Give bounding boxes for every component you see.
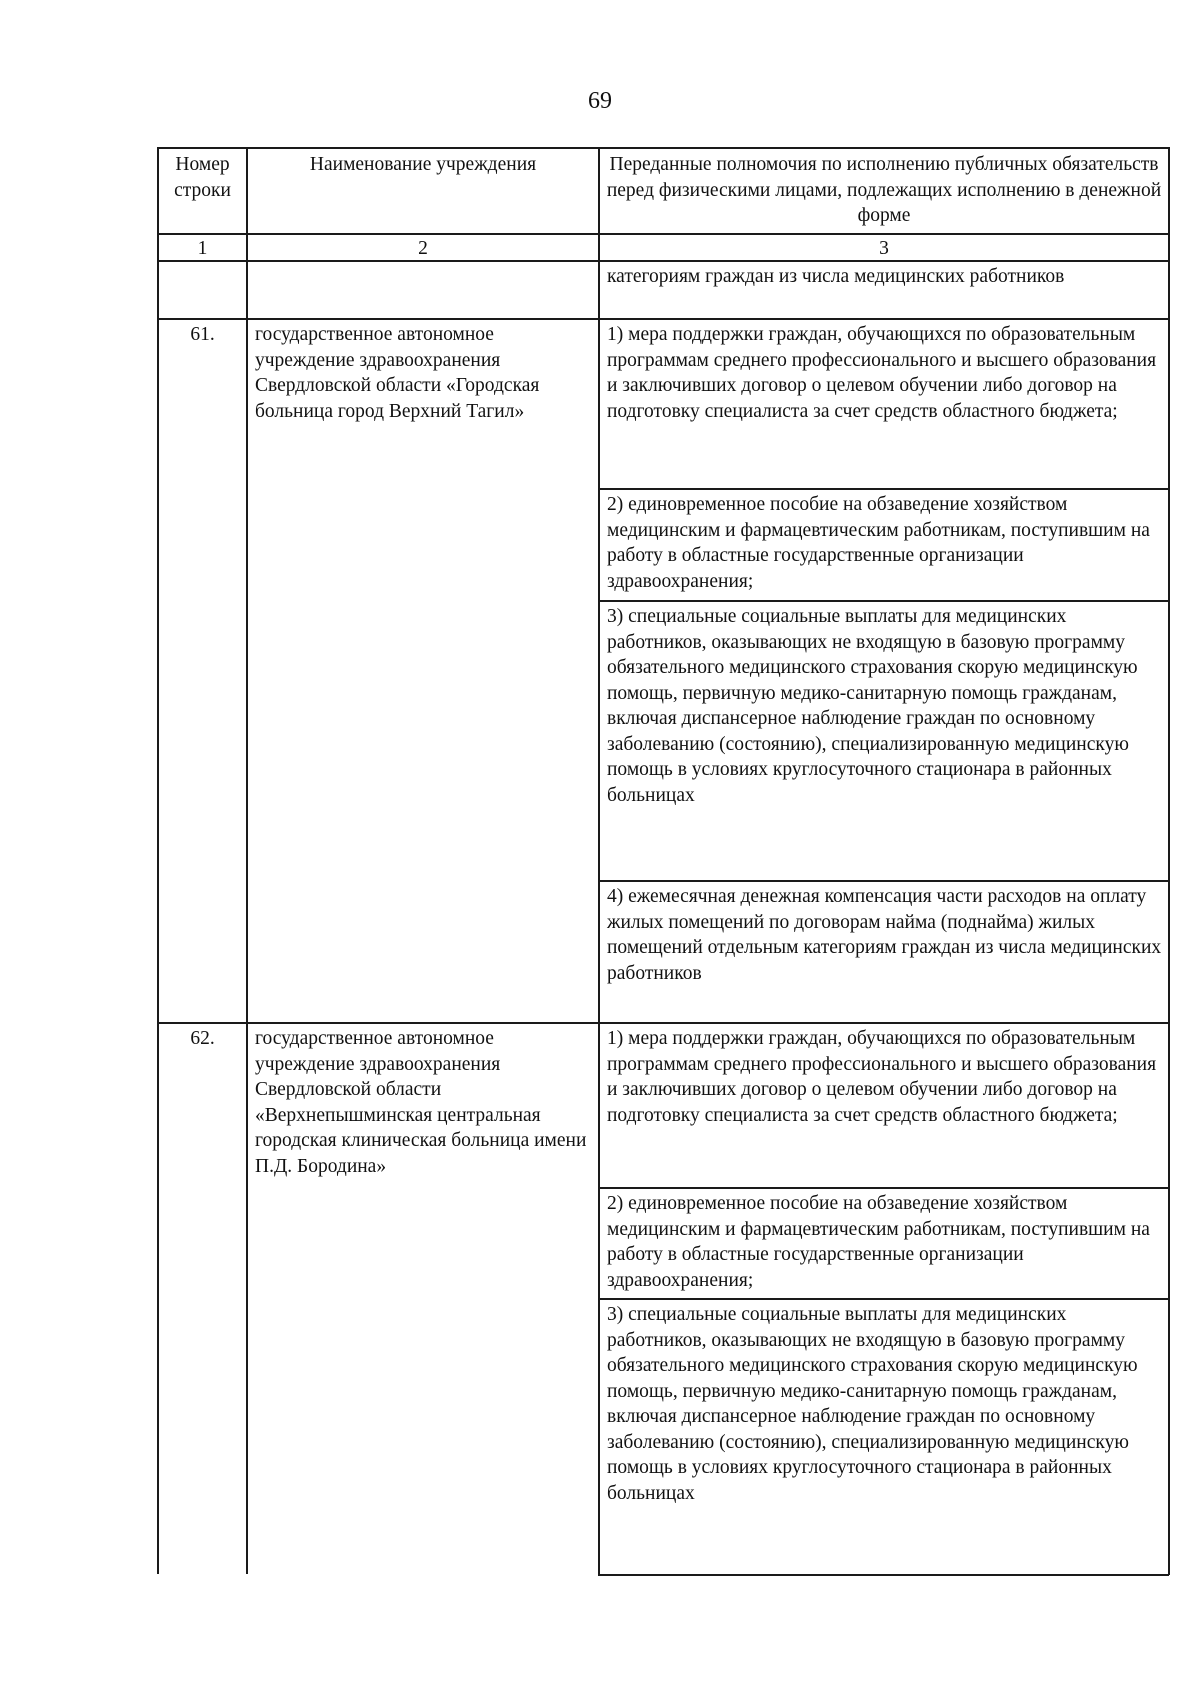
row62-item2-border — [598, 1298, 1169, 1300]
header-bottom-border — [157, 233, 1169, 235]
row62-item1-border — [598, 1187, 1169, 1189]
table-left-border — [157, 147, 159, 1574]
header-number: Номер строки — [174, 154, 231, 201]
table-right-border — [1168, 147, 1170, 1575]
row61-item2-border — [598, 600, 1169, 602]
row-number: 62. — [190, 1028, 215, 1049]
power-item: 3) специальные социальные выплаты для медицинских работников, оказывающих не входящую в базовую программу обязательного медицинского страхования скорую медицинскую помощь, первичную медико-санитарную помощь гражданам, включая диспансерное наблюдение граждан по основному заболеванию (состоянию), специализированную медицинскую помощь в условиях круглосуточного стационара в районных больницах — [607, 606, 1138, 806]
institution-name: государственное автономное учреждение здравоохранения Свердловской области «Городская больница город Верхний Тагил» — [255, 324, 540, 422]
row61-item1-border — [598, 488, 1169, 490]
table-bottom-border — [598, 1574, 1169, 1576]
column-number-3: 3 — [879, 238, 889, 259]
power-item: 3) специальные социальные выплаты для медицинских работников, оказывающих не входящую в базовую программу обязательного медицинского страхования скорую медицинскую помощь, первичную медико-санитарную помощь гражданам, включая диспансерное наблюдение граждан по основному заболеванию (состоянию), специализированную медицинскую помощь в условиях круглосуточного стационара в районных больницах — [607, 1304, 1138, 1504]
row61-bottom-border — [157, 1022, 1169, 1024]
power-item: 2) единовременное пособие на обзаведение хозяйством медицинским и фармацевтическим работникам, поступившим на работу в областные государственные организации здравоохранения; — [607, 1193, 1150, 1291]
continuation-text: категориям граждан из числа медицинских работников — [607, 266, 1065, 287]
header-name: Наименование учреждения — [309, 154, 537, 175]
power-item: 1) мера поддержки граждан, обучающихся по образовательным программам среднего профессионального и высшего образования и заключивших договор о целевом обучении либо договор на подготовку специалиста за счет средств областного бюджета; — [607, 324, 1157, 422]
power-item: 2) единовременное пособие на обзаведение хозяйством медицинским и фармацевтическим работникам, поступившим на работу в областные государственные организации здравоохранения; — [607, 494, 1150, 592]
header-powers: Переданные полномочия по исполнению публичных обязательств перед физическими лицами, подлежащих исполнению в денежной форме — [606, 154, 1162, 226]
table-top-border — [157, 147, 1169, 149]
column-number-2: 2 — [418, 238, 428, 259]
column-number-1: 1 — [197, 238, 208, 259]
page-number: 69 — [588, 88, 612, 114]
row61-item3-border — [598, 880, 1169, 882]
continuation-bottom-border — [157, 318, 1169, 320]
power-item: 1) мера поддержки граждан, обучающихся по образовательным программам среднего профессионального и высшего образования и заключивших договор о целевом обучении либо договор на подготовку специалиста за счет средств областного бюджета; — [607, 1028, 1157, 1126]
institution-name: государственное автономное учреждение здравоохранения Свердловской области «Верхнепышминская центральная городская клиническая больница имени П.Д. Бородина» — [255, 1028, 587, 1177]
row-number: 61. — [190, 324, 215, 345]
power-item: 4) ежемесячная денежная компенсация части расходов на оплату жилых помещений по договорам найма (поднайма) жилых помещений отдельным категориям граждан из числа медицинских работников — [607, 886, 1162, 984]
